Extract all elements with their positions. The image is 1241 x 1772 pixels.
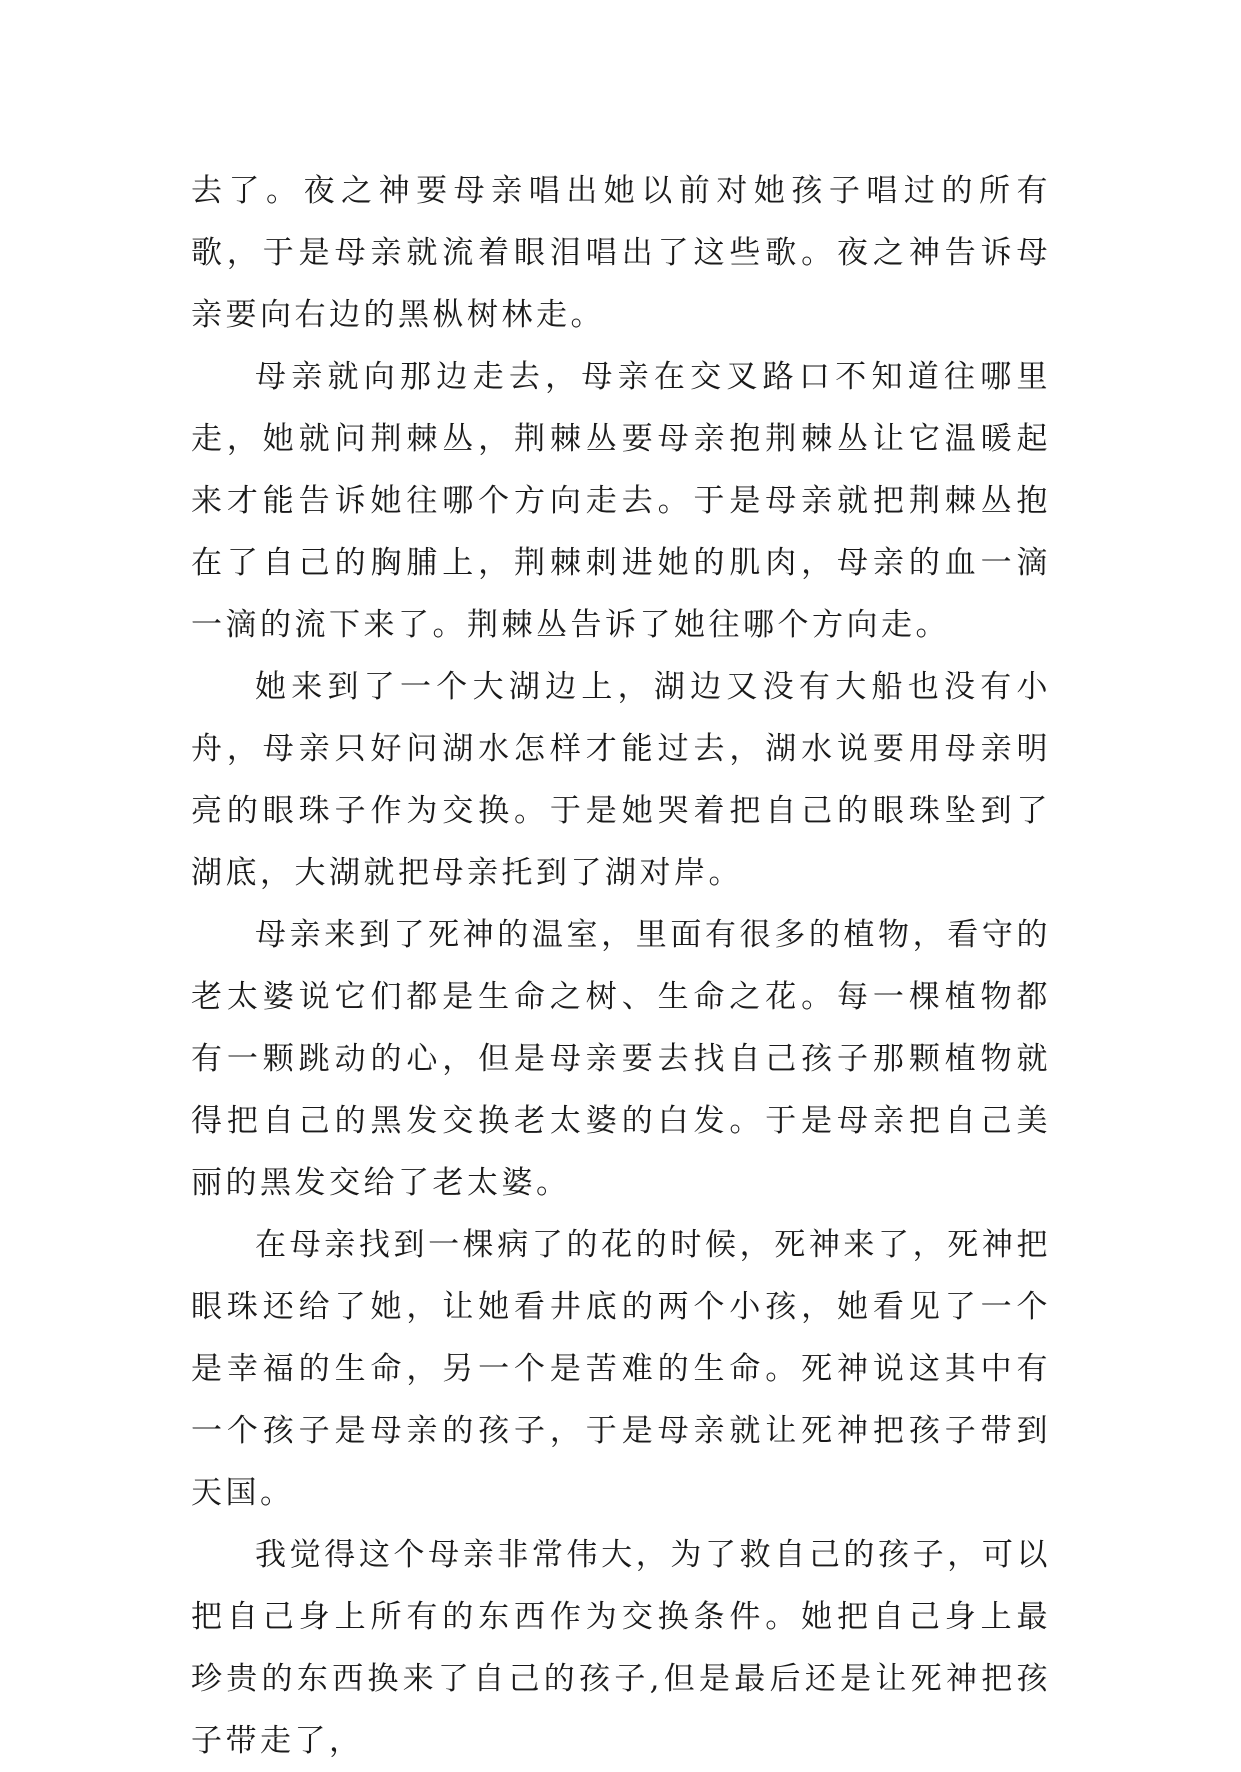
paragraph-4: 母亲来到了死神的温室，里面有很多的植物，看守的老太婆说它们都是生命之树、生命之花。每一棵植物都有一颗跳动的心，但是母亲要去找自己孩子那颗植物就得把自己的黑发交换老太婆的白发。于是母亲把自己美丽的黑发交给了老太婆。: [191, 917, 1051, 1201]
paragraph-5: 在母亲找到一棵病了的花的时候，死神来了，死神把眼珠还给了她，让她看井底的两个小孩，她看见了一个是幸福的生命，另一个是苦难的生命。死神说这其中有一个孩子是母亲的孩子，于是母亲就让死神把孩子带到天国。: [191, 1227, 1051, 1511]
paragraph-6: 我觉得这个母亲非常伟大，为了救自己的孩子，可以把自己身上所有的东西作为交换条件。她把自己身上最珍贵的东西换来了自己的孩子,但是最后还是让死神把孩子带走了，: [191, 1537, 1051, 1759]
paragraph-3: 她来到了一个大湖边上，湖边又没有大船也没有小舟，母亲只好问湖水怎样才能过去，湖水说要用母亲明亮的眼珠子作为交换。于是她哭着把自己的眼珠坠到了湖底，大湖就把母亲托到了湖对岸。: [191, 669, 1051, 891]
paragraph-2: 母亲就向那边走去，母亲在交叉路口不知道往哪里走，她就问荆棘丛，荆棘丛要母亲抱荆棘丛让它温暖起来才能告诉她往哪个方向走去。于是母亲就把荆棘丛抱在了自己的胸脯上，荆棘刺进她的肌肉，母亲的血一滴一滴的流下来了。荆棘丛告诉了她往哪个方向走。: [191, 359, 1051, 643]
body-text: [191, 160, 1051, 1772]
paragraph-1: 去了。夜之神要母亲唱出她以前对她孩子唱过的所有歌，于是母亲就流着眼泪唱出了这些歌。夜之神告诉母亲要向右边的黑枞树林走。: [191, 173, 1051, 333]
